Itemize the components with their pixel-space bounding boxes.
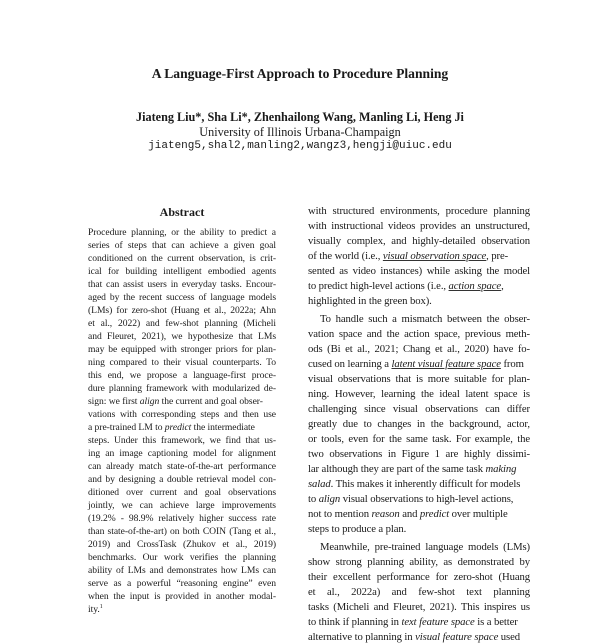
body-line: not to mention reason and predict over multiple xyxy=(308,508,508,520)
body-line: their excellent performance for zero-shot (Huang xyxy=(308,571,530,583)
abstract-line: ity.$^1$ xyxy=(88,603,103,615)
abstract-line: steps. Under this framework, we find that us- xyxy=(88,435,276,446)
author-emails: jiateng5,shal2,manling2,wangz3,hengji@uiuc.edu xyxy=(148,140,452,152)
body-line: visual observations that is more suitable for plan- xyxy=(308,373,530,385)
abstract-line: ability of LMs and demonstrates how LMs can xyxy=(88,565,276,576)
body-line: two observations in Figure 1 are highly dissimi- xyxy=(308,448,530,460)
affiliation: University of Illinois Urbana-Champaign xyxy=(199,125,401,139)
body-line: to think if planning in text feature space is a better xyxy=(308,616,518,628)
body-line: with structured environments, procedure planning xyxy=(308,205,530,217)
body-line: vation space and the action space, previous meth- xyxy=(308,328,530,340)
body-line: to align visual observations to high-level actions, xyxy=(308,493,514,505)
body-line: cused on learning a latent visual feature space from xyxy=(308,358,524,370)
abstract-line: a pre-trained LM to predict the intermediate xyxy=(88,422,255,433)
body-line: To handle such a mismatch between the obser- xyxy=(320,313,530,325)
body-line: with instructional videos provides an unstructured, xyxy=(308,220,530,232)
abstract-line: that can assist users in everyday tasks. Encour- xyxy=(88,279,276,290)
abstract-line: aged by the recent success of language models xyxy=(88,292,276,303)
body-line: Meanwhile, pre-trained language models (LMs) xyxy=(320,541,530,553)
abstract-line: Procedure planning, or the ability to predict a xyxy=(88,227,276,238)
abstract-line: vations with corresponding steps and then use xyxy=(88,409,276,420)
body-line: greatly due to changes in the background, actor, xyxy=(308,418,530,430)
abstract-line: ical for building intelligent embodied agents xyxy=(88,266,276,277)
abstract-line: and by designing a double retrieval model con- xyxy=(88,474,276,485)
abstract-line: series of steps that can achieve a given goal xyxy=(88,240,276,251)
abstract-line: benchmarks. Our work verifies the planning xyxy=(88,552,276,563)
body-line: or tools, even for the same task. For example, the xyxy=(308,433,530,445)
abstract-line: serve as a powerful “reasoning engine” even xyxy=(88,578,276,589)
abstract-line: conditioned on the current observation, is crit- xyxy=(88,253,276,264)
abstract-line: may be equipped with stronger priors for plan- xyxy=(88,344,276,355)
body-line: show strong planning ability, as demonstrated by xyxy=(308,556,530,568)
abstract-line: can already match state-of-the-art performance xyxy=(88,461,276,472)
abstract-line: this end, we propose a language-first proce- xyxy=(88,370,276,381)
body-line: highlighted in the green box). xyxy=(308,295,432,307)
body-line: tasks (Micheli and Fleuret, 2021). This inspires us xyxy=(308,601,530,613)
footnote-marker: 1 xyxy=(99,603,103,610)
abstract-line: jointly, we can achieve large improvements xyxy=(88,500,276,511)
abstract-line: ing an image captioning model for alignment xyxy=(88,448,276,459)
abstract-line: sign: we first align the current and goal obser- xyxy=(88,396,263,407)
abstract-line: 2019) and CrossTask (Zhukov et al., 2019) xyxy=(88,539,276,550)
abstract-line: (19.2% - 98.9% relatively higher success rate xyxy=(88,513,276,524)
abstract-line: (LMs) for zero-shot (Huang et al., 2022a; Ahn xyxy=(88,305,276,316)
body-line: steps to produce a plan. xyxy=(308,523,407,535)
abstract-line: than state-of-the-art) on both COIN (Tang et al., xyxy=(88,526,276,537)
abstract-line: and Fleuret, 2021), we hypothesize that LMs xyxy=(88,331,276,342)
body-line: ning. However, learning the ideal latent space is xyxy=(308,388,530,400)
body-line: challenging since visual observations can differ xyxy=(308,403,530,415)
abstract-line: dure planning framework with modularized de- xyxy=(88,383,276,394)
abstract-line: ning compared to their visual counterparts. To xyxy=(88,357,276,368)
body-line: sented as video instances) while asking the model xyxy=(308,265,530,277)
author-list: Jiateng Liu*, Sha Li*, Zhenhailong Wang, Manling Li, Heng Ji xyxy=(136,110,464,124)
body-line: visually complex, and highly-detailed observation xyxy=(308,235,530,247)
abstract-heading: Abstract xyxy=(159,205,205,219)
body-line: alternative to planning in visual feature space used xyxy=(308,631,520,643)
abstract-line: et al., 2022) and few-shot planning (Micheli xyxy=(88,318,276,329)
body-line: et al., 2022a) and few-shot text planning xyxy=(308,586,530,598)
body-line: lar although they are part of the same task making xyxy=(308,463,517,475)
body-line: of the world (i.e., visual observation space, pre- xyxy=(308,250,509,262)
body-line: ods (Bi et al., 2021; Chang et al., 2020) have fo- xyxy=(308,343,530,355)
paper-title: A Language-First Approach to Procedure Planning xyxy=(151,66,449,81)
abstract-line: ditioned over current and goal observations xyxy=(88,487,276,498)
body-line: salad. This makes it inherently difficult for models xyxy=(308,478,521,490)
body-line: to predict high-level actions (i.e., action space, xyxy=(308,280,504,292)
abstract-line: when the input is provided in another modal- xyxy=(88,591,276,602)
